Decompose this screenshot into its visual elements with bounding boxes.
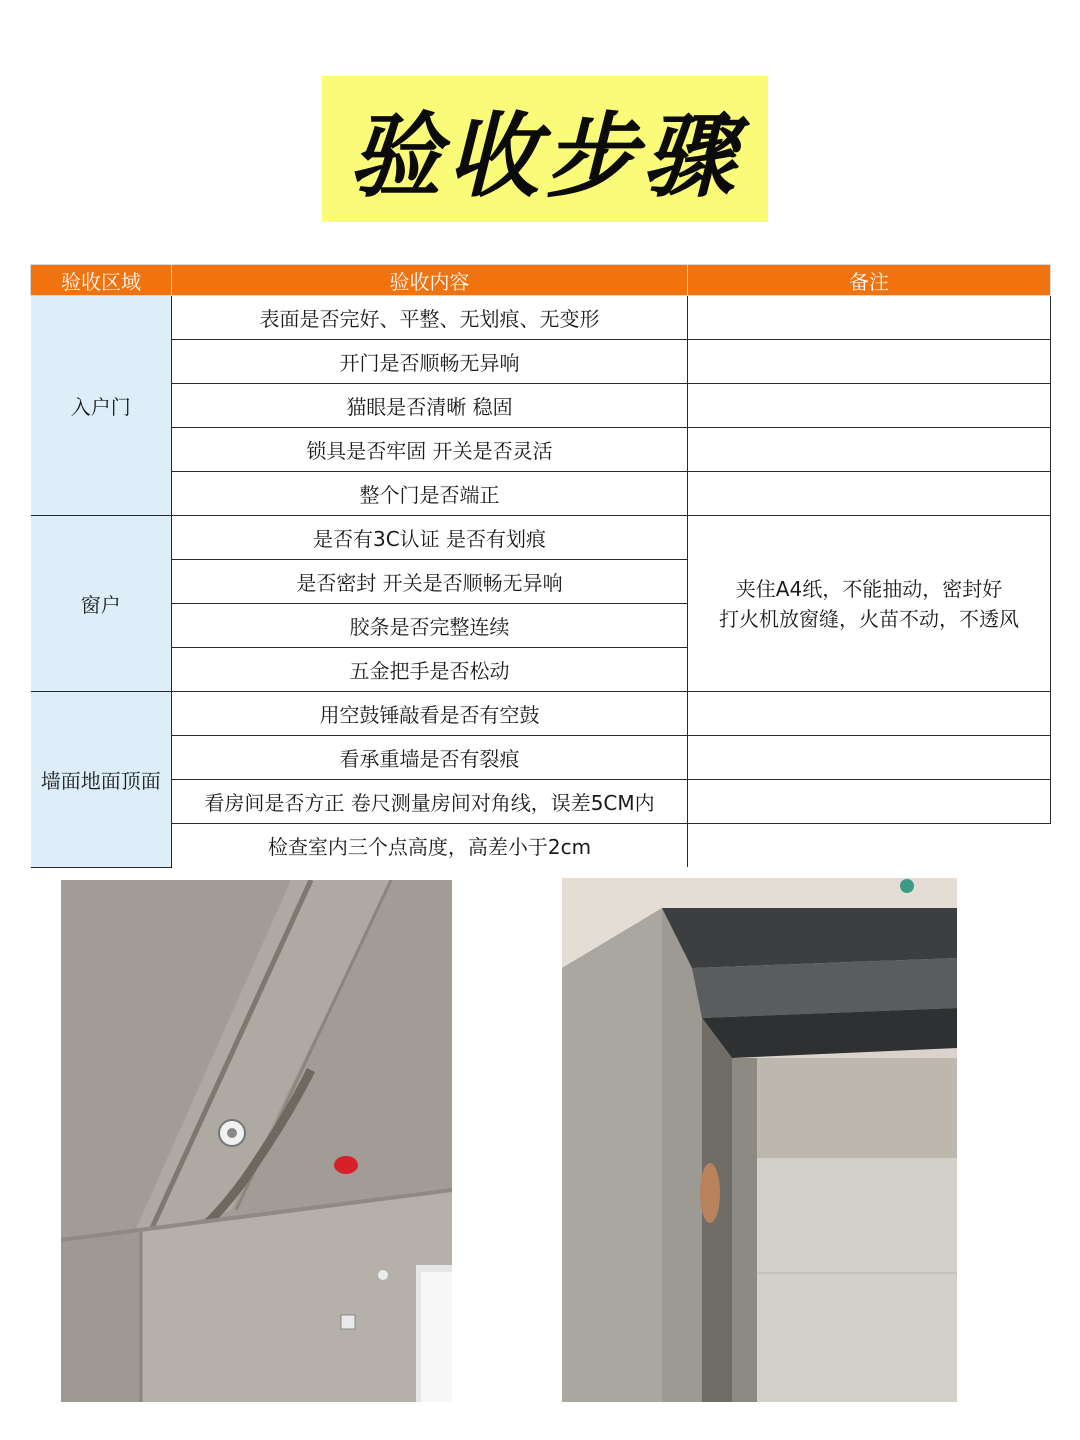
content-cell: 整个门是否端正	[172, 472, 688, 516]
ceiling-photo-illustration	[61, 880, 452, 1402]
note-cell-window	[688, 516, 1051, 692]
note-cell	[688, 472, 1051, 516]
page-title: 验收步骤	[348, 103, 741, 210]
table-row	[31, 428, 1051, 472]
note-cell	[688, 340, 1051, 384]
note-cell	[688, 692, 1051, 736]
note-cell	[688, 780, 1051, 824]
area-cell-door: 入户门	[31, 296, 172, 516]
note-cell	[688, 736, 1051, 780]
content-cell: 是否有3C认证 是否有划痕	[172, 516, 688, 560]
content-cell: 开门是否顺畅无异响	[172, 340, 688, 384]
ceiling-photo	[61, 880, 452, 1402]
table-row	[31, 340, 1051, 384]
content-cell: 看房间是否方正 卷尺测量房间对角线，误差5CM内	[172, 780, 688, 824]
header-content: 验收内容	[172, 265, 688, 296]
content-cell: 五金把手是否松动	[172, 648, 688, 692]
table-row	[31, 736, 1051, 780]
content-cell: 检查室内三个点高度，高差小于2cm	[172, 824, 688, 868]
note-cell	[688, 384, 1051, 428]
area-cell-wall: 墙面地面顶面	[31, 692, 172, 868]
window-frame-photo	[562, 878, 957, 1402]
note-cell	[688, 428, 1051, 472]
table-row	[31, 472, 1051, 516]
note-line: 打火机放窗缝，火苗不动，不透风	[719, 606, 1019, 631]
note-cell	[688, 296, 1051, 340]
table-header-row	[31, 265, 1051, 296]
inspection-table	[30, 264, 1051, 868]
table-row	[31, 516, 1051, 560]
table-row	[31, 780, 1051, 824]
content-cell: 猫眼是否清晰 稳固	[172, 384, 688, 428]
note-line: 夹住A4纸，不能抽动，密封好	[735, 576, 1003, 601]
window-frame-photo-illustration	[562, 878, 957, 1402]
content-cell: 是否密封 开关是否顺畅无异响	[172, 560, 688, 604]
header-area: 验收区域	[31, 265, 172, 296]
content-cell: 胶条是否完整连续	[172, 604, 688, 648]
table-row	[31, 824, 1051, 868]
content-cell: 锁具是否牢固 开关是否灵活	[172, 428, 688, 472]
content-cell: 看承重墙是否有裂痕	[172, 736, 688, 780]
table-row	[31, 384, 1051, 428]
content-cell: 表面是否完好、平整、无划痕、无变形	[172, 296, 688, 340]
inspection-table-wrap	[30, 264, 1050, 868]
table-row	[31, 296, 1051, 340]
content-cell: 用空鼓锤敲看是否有空鼓	[172, 692, 688, 736]
area-cell-window: 窗户	[31, 516, 172, 692]
title-banner	[322, 76, 768, 222]
table-row	[31, 692, 1051, 736]
header-note: 备注	[688, 265, 1051, 296]
note-cell	[688, 824, 1051, 868]
